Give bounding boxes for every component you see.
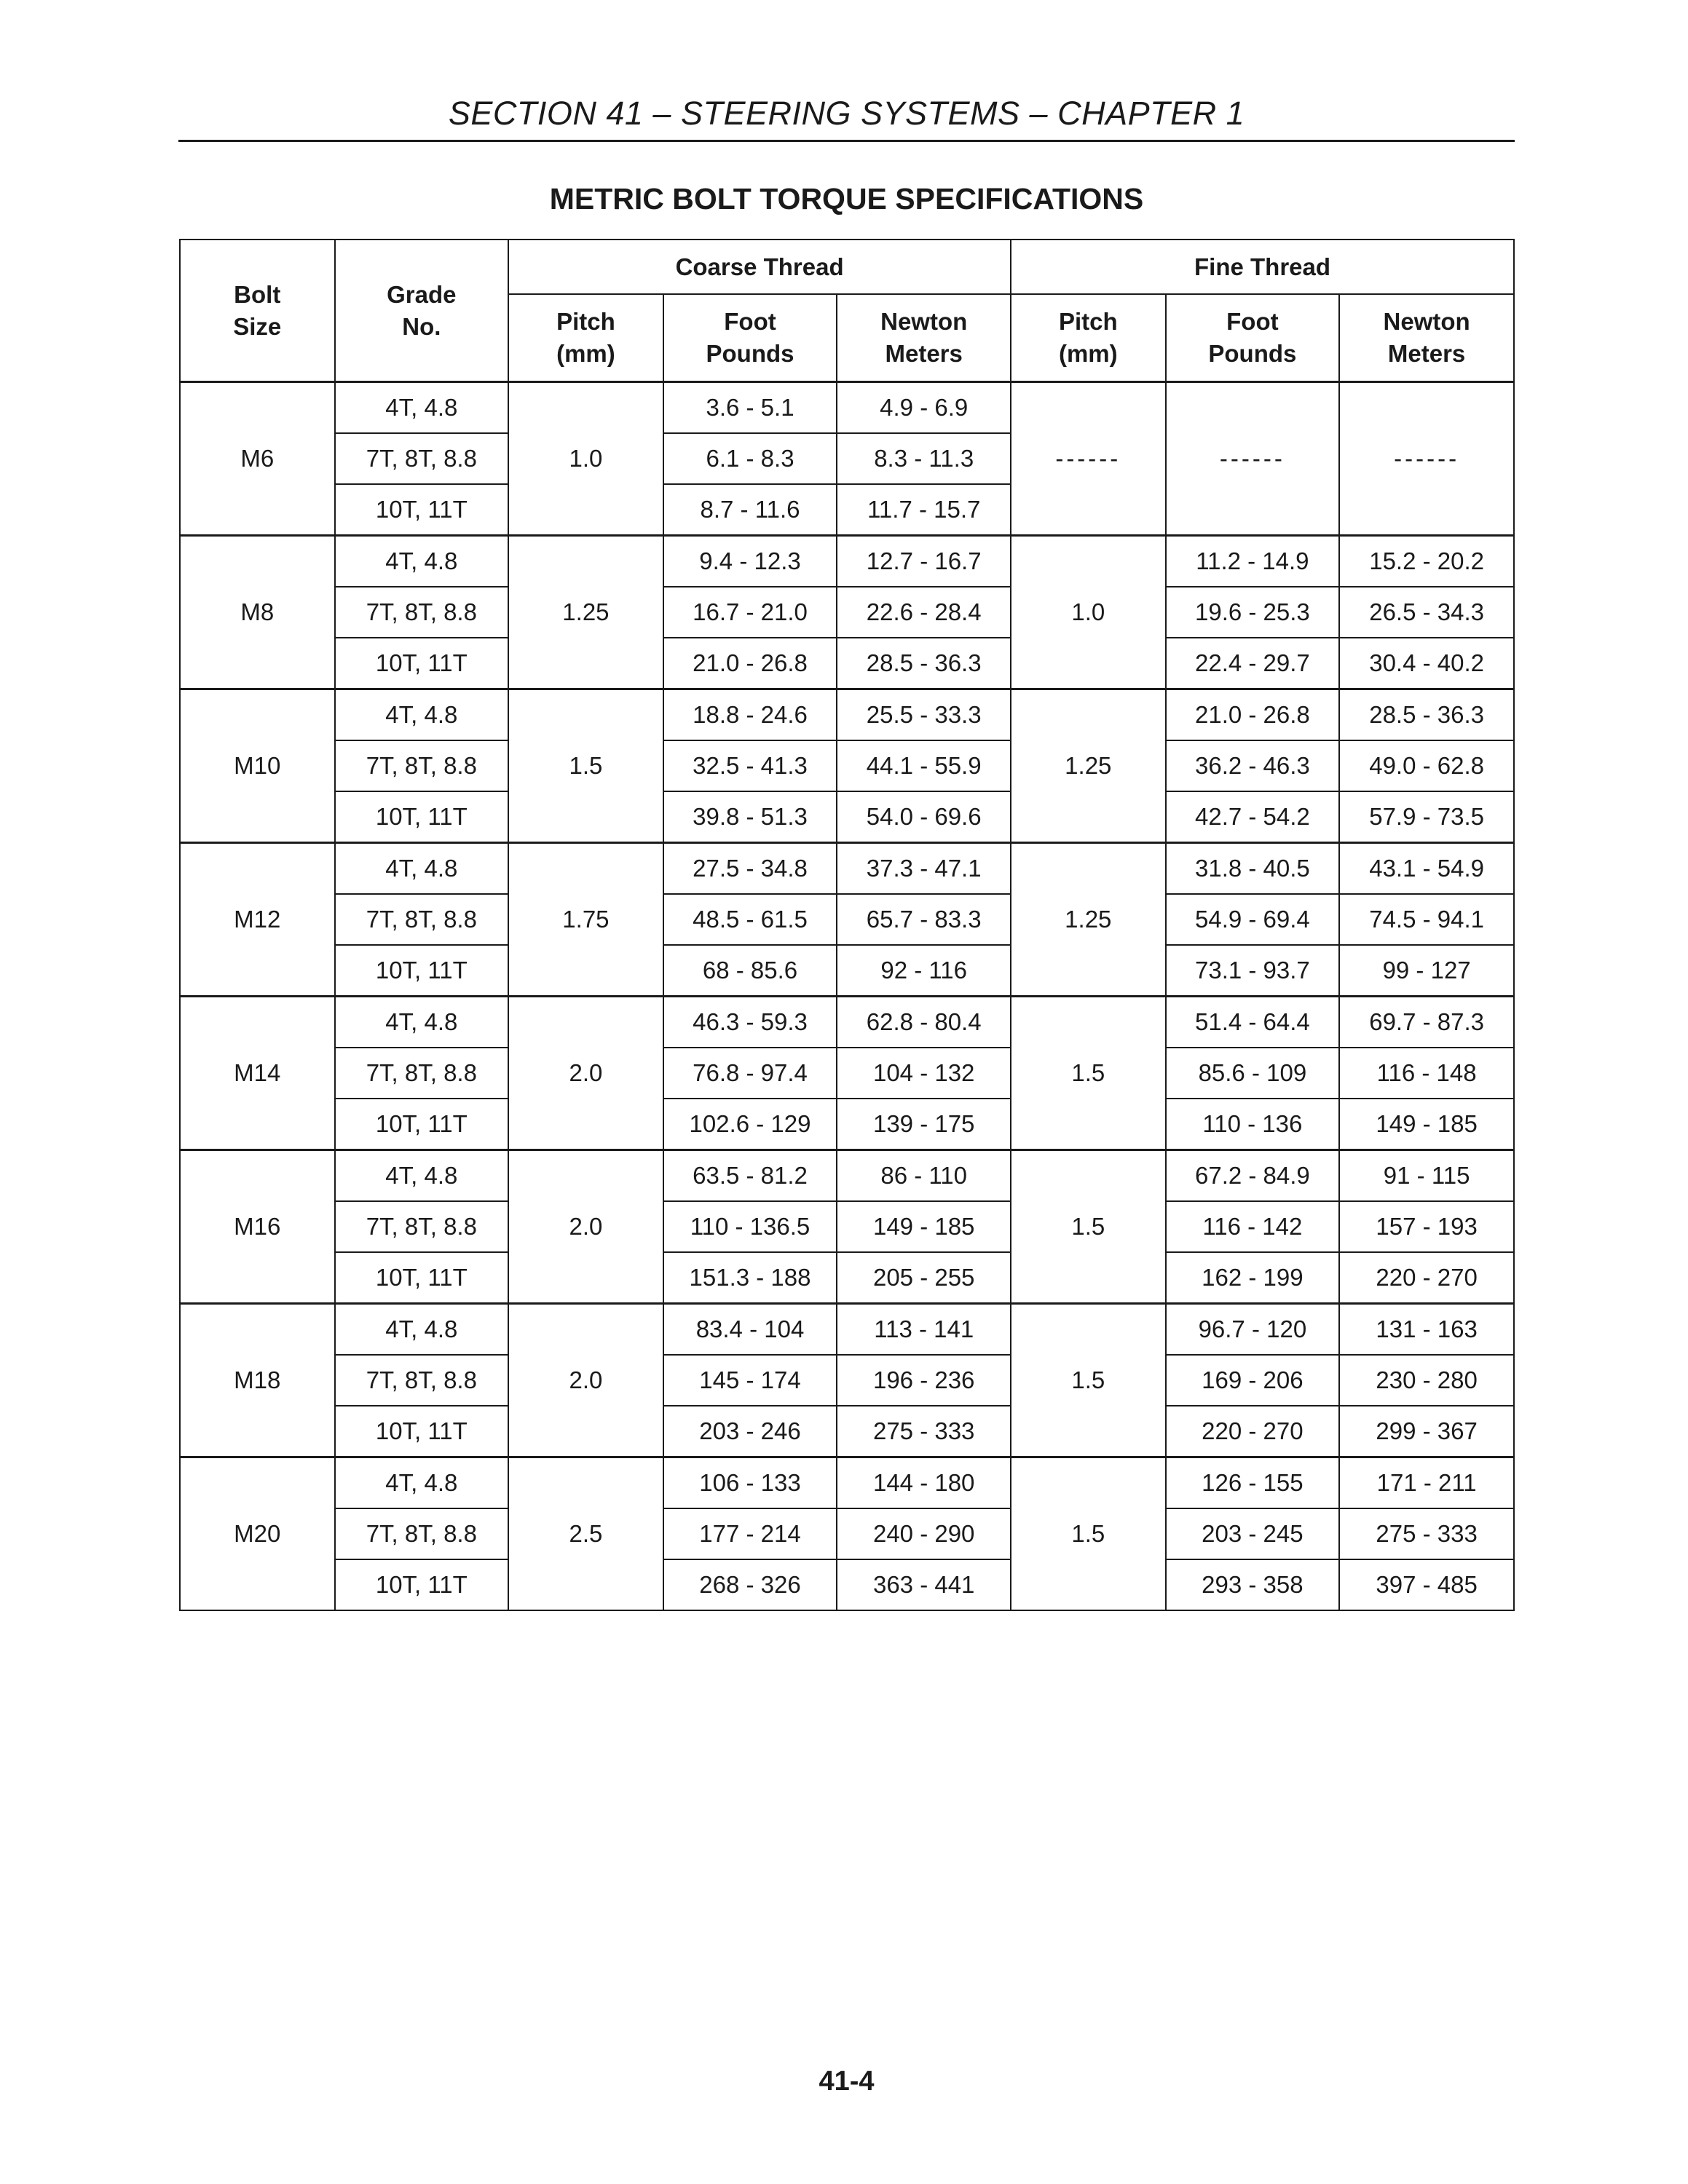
- coarse-newton-meters-cell: 12.7 - 16.7: [837, 536, 1011, 587]
- coarse-newton-meters-cell: 104 - 132: [837, 1048, 1011, 1099]
- fine-pitch-cell: 1.25: [1011, 843, 1166, 997]
- fine-foot-pounds-cell: 116 - 142: [1166, 1201, 1340, 1252]
- table-row: [180, 740, 1514, 791]
- fine-pitch-cell: 1.5: [1011, 1457, 1166, 1611]
- table-row: [180, 638, 1514, 689]
- grade-cell: 10T, 11T: [335, 945, 509, 997]
- coarse-pitch-cell: 2.0: [508, 1304, 663, 1457]
- table-row: [180, 1406, 1514, 1457]
- fine-foot-pounds-cell: 51.4 - 64.4: [1166, 997, 1340, 1048]
- table-row: [180, 1508, 1514, 1559]
- fine-foot-pounds-cell: 126 - 155: [1166, 1457, 1340, 1509]
- grade-cell: 7T, 8T, 8.8: [335, 433, 509, 484]
- coarse-foot-pounds-cell: 18.8 - 24.6: [663, 689, 837, 741]
- fine-foot-pounds-cell: ------: [1166, 382, 1340, 536]
- header-coarse-newton-meters: Newton Meters: [837, 294, 1011, 382]
- fine-foot-pounds-cell: 162 - 199: [1166, 1252, 1340, 1304]
- table-row: [180, 536, 1514, 587]
- coarse-foot-pounds-cell: 63.5 - 81.2: [663, 1150, 837, 1202]
- fine-newton-meters-cell: 275 - 333: [1339, 1508, 1514, 1559]
- fine-pitch-cell: 1.5: [1011, 1304, 1166, 1457]
- grade-cell: 7T, 8T, 8.8: [335, 1355, 509, 1406]
- table-row: [180, 1099, 1514, 1150]
- coarse-foot-pounds-cell: 268 - 326: [663, 1559, 837, 1610]
- header-bolt-size: Bolt Size: [180, 240, 335, 382]
- coarse-foot-pounds-cell: 83.4 - 104: [663, 1304, 837, 1356]
- grade-cell: 10T, 11T: [335, 791, 509, 843]
- fine-pitch-cell: 1.25: [1011, 689, 1166, 843]
- grade-cell: 10T, 11T: [335, 638, 509, 689]
- fine-newton-meters-cell: 220 - 270: [1339, 1252, 1514, 1304]
- coarse-newton-meters-cell: 139 - 175: [837, 1099, 1011, 1150]
- coarse-newton-meters-cell: 62.8 - 80.4: [837, 997, 1011, 1048]
- fine-foot-pounds-cell: 36.2 - 46.3: [1166, 740, 1340, 791]
- page-header: [178, 87, 1515, 142]
- coarse-foot-pounds-cell: 46.3 - 59.3: [663, 997, 837, 1048]
- fine-newton-meters-cell: 157 - 193: [1339, 1201, 1514, 1252]
- coarse-pitch-cell: 2.0: [508, 997, 663, 1150]
- coarse-newton-meters-cell: 22.6 - 28.4: [837, 587, 1011, 638]
- fine-newton-meters-cell: 69.7 - 87.3: [1339, 997, 1514, 1048]
- fine-newton-meters-cell: 91 - 115: [1339, 1150, 1514, 1202]
- coarse-pitch-cell: 1.5: [508, 689, 663, 843]
- fine-foot-pounds-cell: 19.6 - 25.3: [1166, 587, 1340, 638]
- grade-cell: 10T, 11T: [335, 1559, 509, 1610]
- coarse-foot-pounds-cell: 151.3 - 188: [663, 1252, 837, 1304]
- coarse-newton-meters-cell: 275 - 333: [837, 1406, 1011, 1457]
- fine-newton-meters-cell: 99 - 127: [1339, 945, 1514, 997]
- table-row: [180, 791, 1514, 843]
- fine-newton-meters-cell: 171 - 211: [1339, 1457, 1514, 1509]
- grade-cell: 4T, 4.8: [335, 1150, 509, 1202]
- bolt-size-cell: M20: [180, 1457, 335, 1611]
- fine-newton-meters-cell: 30.4 - 40.2: [1339, 638, 1514, 689]
- header-coarse-pitch: Pitch (mm): [508, 294, 663, 382]
- fine-newton-meters-cell: 28.5 - 36.3: [1339, 689, 1514, 741]
- header-coarse-foot-pounds: Foot Pounds: [663, 294, 837, 382]
- header-fine-thread: Fine Thread: [1011, 240, 1514, 294]
- table-row: [180, 894, 1514, 945]
- coarse-foot-pounds-cell: 203 - 246: [663, 1406, 837, 1457]
- table-row: [180, 945, 1514, 997]
- coarse-newton-meters-cell: 196 - 236: [837, 1355, 1011, 1406]
- table-row: [180, 997, 1514, 1048]
- fine-foot-pounds-cell: 11.2 - 14.9: [1166, 536, 1340, 587]
- coarse-foot-pounds-cell: 16.7 - 21.0: [663, 587, 837, 638]
- header-fine-newton-meters: Newton Meters: [1339, 294, 1514, 382]
- fine-pitch-cell: 1.0: [1011, 536, 1166, 689]
- coarse-foot-pounds-cell: 177 - 214: [663, 1508, 837, 1559]
- bolt-size-cell: M10: [180, 689, 335, 843]
- grade-cell: 7T, 8T, 8.8: [335, 894, 509, 945]
- fine-newton-meters-cell: 15.2 - 20.2: [1339, 536, 1514, 587]
- grade-cell: 10T, 11T: [335, 1099, 509, 1150]
- table-body: [180, 382, 1514, 1611]
- table-row: [180, 1559, 1514, 1610]
- fine-foot-pounds-cell: 67.2 - 84.9: [1166, 1150, 1340, 1202]
- coarse-foot-pounds-cell: 145 - 174: [663, 1355, 837, 1406]
- coarse-newton-meters-cell: 205 - 255: [837, 1252, 1011, 1304]
- coarse-newton-meters-cell: 8.3 - 11.3: [837, 433, 1011, 484]
- coarse-pitch-cell: 1.0: [508, 382, 663, 536]
- fine-newton-meters-cell: 43.1 - 54.9: [1339, 843, 1514, 895]
- fine-newton-meters-cell: 230 - 280: [1339, 1355, 1514, 1406]
- bolt-size-cell: M16: [180, 1150, 335, 1304]
- table-row: [180, 1201, 1514, 1252]
- table-row: [180, 1457, 1514, 1509]
- section-title: SECTION 41 – STEERING SYSTEMS – CHAPTER 1: [448, 95, 1245, 132]
- coarse-foot-pounds-cell: 3.6 - 5.1: [663, 382, 837, 434]
- bolt-size-cell: M6: [180, 382, 335, 536]
- fine-newton-meters-cell: 49.0 - 62.8: [1339, 740, 1514, 791]
- table-title: METRIC BOLT TORQUE SPECIFICATIONS: [549, 182, 1144, 215]
- fine-foot-pounds-cell: 73.1 - 93.7: [1166, 945, 1340, 997]
- coarse-newton-meters-cell: 4.9 - 6.9: [837, 382, 1011, 434]
- coarse-newton-meters-cell: 37.3 - 47.1: [837, 843, 1011, 895]
- coarse-foot-pounds-cell: 27.5 - 34.8: [663, 843, 837, 895]
- grade-cell: 10T, 11T: [335, 1252, 509, 1304]
- grade-cell: 4T, 4.8: [335, 536, 509, 587]
- fine-foot-pounds-cell: 85.6 - 109: [1166, 1048, 1340, 1099]
- coarse-foot-pounds-cell: 106 - 133: [663, 1457, 837, 1509]
- bolt-size-cell: M12: [180, 843, 335, 997]
- fine-foot-pounds-cell: 169 - 206: [1166, 1355, 1340, 1406]
- coarse-newton-meters-cell: 240 - 290: [837, 1508, 1011, 1559]
- header-fine-pitch: Pitch (mm): [1011, 294, 1166, 382]
- fine-foot-pounds-cell: 21.0 - 26.8: [1166, 689, 1340, 741]
- coarse-newton-meters-cell: 11.7 - 15.7: [837, 484, 1011, 536]
- grade-cell: 7T, 8T, 8.8: [335, 740, 509, 791]
- bolt-size-cell: M14: [180, 997, 335, 1150]
- coarse-newton-meters-cell: 54.0 - 69.6: [837, 791, 1011, 843]
- coarse-newton-meters-cell: 25.5 - 33.3: [837, 689, 1011, 741]
- coarse-newton-meters-cell: 65.7 - 83.3: [837, 894, 1011, 945]
- coarse-foot-pounds-cell: 8.7 - 11.6: [663, 484, 837, 536]
- coarse-foot-pounds-cell: 68 - 85.6: [663, 945, 837, 997]
- fine-foot-pounds-cell: 54.9 - 69.4: [1166, 894, 1340, 945]
- fine-foot-pounds-cell: 96.7 - 120: [1166, 1304, 1340, 1356]
- coarse-pitch-cell: 2.5: [508, 1457, 663, 1611]
- coarse-foot-pounds-cell: 110 - 136.5: [663, 1201, 837, 1252]
- fine-newton-meters-cell: 74.5 - 94.1: [1339, 894, 1514, 945]
- coarse-newton-meters-cell: 44.1 - 55.9: [837, 740, 1011, 791]
- fine-newton-meters-cell: 26.5 - 34.3: [1339, 587, 1514, 638]
- fine-newton-meters-cell: 149 - 185: [1339, 1099, 1514, 1150]
- table-row: [180, 587, 1514, 638]
- coarse-foot-pounds-cell: 9.4 - 12.3: [663, 536, 837, 587]
- coarse-foot-pounds-cell: 102.6 - 129: [663, 1099, 837, 1150]
- coarse-newton-meters-cell: 86 - 110: [837, 1150, 1011, 1202]
- torque-spec-table: [179, 239, 1515, 1611]
- fine-pitch-cell: 1.5: [1011, 997, 1166, 1150]
- coarse-newton-meters-cell: 92 - 116: [837, 945, 1011, 997]
- fine-pitch-cell: 1.5: [1011, 1150, 1166, 1304]
- coarse-pitch-cell: 1.75: [508, 843, 663, 997]
- fine-newton-meters-cell: 57.9 - 73.5: [1339, 791, 1514, 843]
- fine-foot-pounds-cell: 22.4 - 29.7: [1166, 638, 1340, 689]
- grade-cell: 4T, 4.8: [335, 997, 509, 1048]
- coarse-newton-meters-cell: 113 - 141: [837, 1304, 1011, 1356]
- fine-foot-pounds-cell: 203 - 245: [1166, 1508, 1340, 1559]
- header-grade: Grade No.: [335, 240, 509, 382]
- fine-foot-pounds-cell: 42.7 - 54.2: [1166, 791, 1340, 843]
- grade-cell: 7T, 8T, 8.8: [335, 587, 509, 638]
- coarse-pitch-cell: 1.25: [508, 536, 663, 689]
- grade-cell: 4T, 4.8: [335, 382, 509, 434]
- grade-cell: 4T, 4.8: [335, 1304, 509, 1356]
- fine-newton-meters-cell: 131 - 163: [1339, 1304, 1514, 1356]
- table-row: [180, 689, 1514, 741]
- page-number: 41-4: [819, 2066, 875, 2097]
- table-row: [180, 1150, 1514, 1202]
- grade-cell: 4T, 4.8: [335, 843, 509, 895]
- fine-foot-pounds-cell: 31.8 - 40.5: [1166, 843, 1340, 895]
- table-row: [180, 1252, 1514, 1304]
- coarse-newton-meters-cell: 144 - 180: [837, 1457, 1011, 1509]
- coarse-foot-pounds-cell: 48.5 - 61.5: [663, 894, 837, 945]
- grade-cell: 7T, 8T, 8.8: [335, 1048, 509, 1099]
- coarse-newton-meters-cell: 363 - 441: [837, 1559, 1011, 1610]
- fine-newton-meters-cell: 299 - 367: [1339, 1406, 1514, 1457]
- fine-foot-pounds-cell: 110 - 136: [1166, 1099, 1340, 1150]
- table-row: [180, 1304, 1514, 1356]
- coarse-foot-pounds-cell: 32.5 - 41.3: [663, 740, 837, 791]
- fine-foot-pounds-cell: 293 - 358: [1166, 1559, 1340, 1610]
- fine-newton-meters-cell: 397 - 485: [1339, 1559, 1514, 1610]
- grade-cell: 4T, 4.8: [335, 689, 509, 741]
- bolt-size-cell: M8: [180, 536, 335, 689]
- table-row: [180, 1048, 1514, 1099]
- coarse-foot-pounds-cell: 6.1 - 8.3: [663, 433, 837, 484]
- coarse-foot-pounds-cell: 39.8 - 51.3: [663, 791, 837, 843]
- fine-newton-meters-cell: ------: [1339, 382, 1514, 536]
- table-row: [180, 1355, 1514, 1406]
- coarse-pitch-cell: 2.0: [508, 1150, 663, 1304]
- grade-cell: 4T, 4.8: [335, 1457, 509, 1509]
- grade-cell: 10T, 11T: [335, 1406, 509, 1457]
- grade-cell: 7T, 8T, 8.8: [335, 1201, 509, 1252]
- coarse-foot-pounds-cell: 76.8 - 97.4: [663, 1048, 837, 1099]
- fine-foot-pounds-cell: 220 - 270: [1166, 1406, 1340, 1457]
- table-row: [180, 843, 1514, 895]
- bolt-size-cell: M18: [180, 1304, 335, 1457]
- fine-pitch-cell: ------: [1011, 382, 1166, 536]
- coarse-foot-pounds-cell: 21.0 - 26.8: [663, 638, 837, 689]
- grade-cell: 7T, 8T, 8.8: [335, 1508, 509, 1559]
- fine-newton-meters-cell: 116 - 148: [1339, 1048, 1514, 1099]
- header-coarse-thread: Coarse Thread: [508, 240, 1011, 294]
- table-row: [180, 382, 1514, 434]
- coarse-newton-meters-cell: 28.5 - 36.3: [837, 638, 1011, 689]
- header-fine-foot-pounds: Foot Pounds: [1166, 294, 1340, 382]
- coarse-newton-meters-cell: 149 - 185: [837, 1201, 1011, 1252]
- grade-cell: 10T, 11T: [335, 484, 509, 536]
